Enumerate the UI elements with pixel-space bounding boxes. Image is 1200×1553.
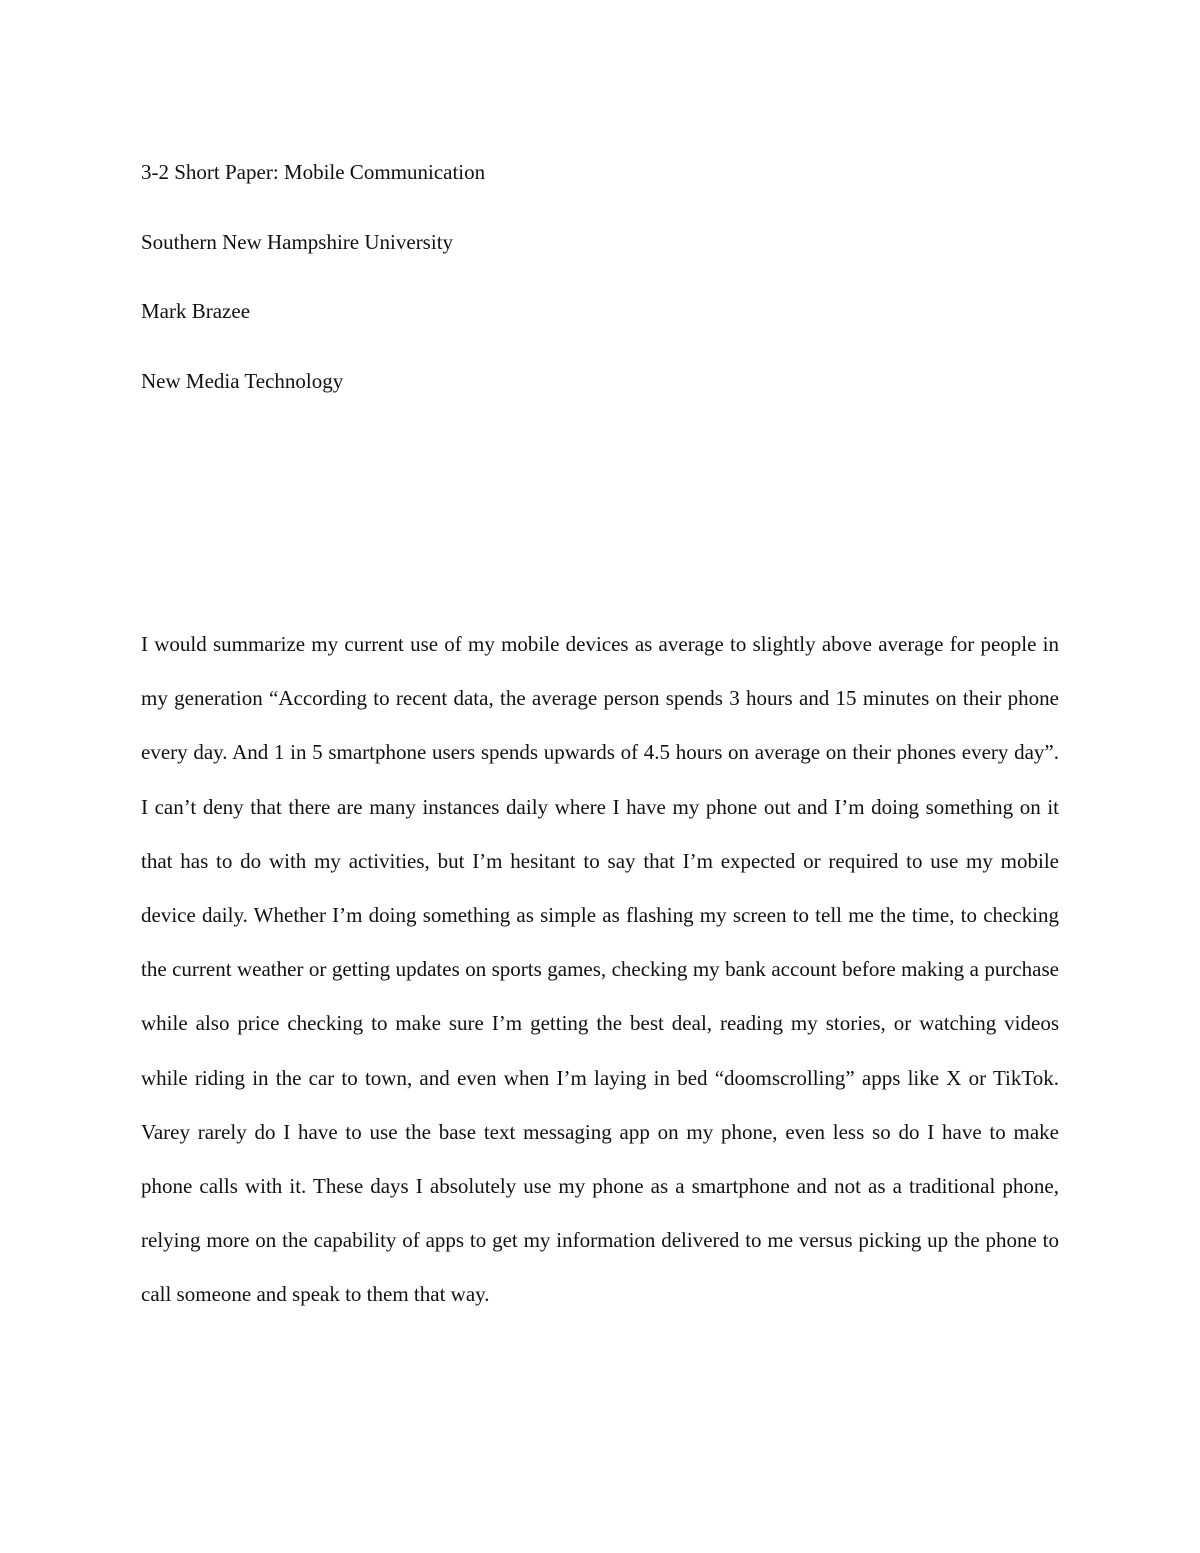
author-name: Mark Brazee (141, 299, 251, 323)
institution-name: Southern New Hampshire University (141, 229, 454, 254)
course-name: New Media Technology (141, 368, 344, 393)
body-paragraph: I would summarize my current use of my mobile devices as average to slightly above average for people in my generation “According to recent data, the average person spends 3 hours and 15 minutes on their phone every day. And 1 in 5 smartphone users spends upwards of 4.5 hours on average on their phones every day”. I can’t deny that there are many instances daily where I have my phone out and I’m doing something on it that has to do with my activities, but I’m hesitant to say that I’m expected or required to use my mobile device daily. Whether I’m doing something as simple as flashing my screen to tell me the time, to checking the current weather or getting updates on sports games, checking my bank account before making a purchase while also price checking to make sure I’m getting the best deal, reading my stories, or watching videos while riding in the car to town, and even when I’m laying in bed “doomscrolling” apps like X or TikTok. Varey rarely do I have to use the base text messaging app on my phone, even less so do I have to make phone calls with it. These days I absolutely use my phone as a smartphone and not as a traditional phone, relying more on the capability of apps to get my information delivered to me versus picking up the phone to call someone and speak to them that way. (141, 632, 1059, 1307)
paper-title: 3-2 Short Paper: Mobile Communication (141, 160, 486, 184)
title-page-block (141, 138, 1061, 416)
